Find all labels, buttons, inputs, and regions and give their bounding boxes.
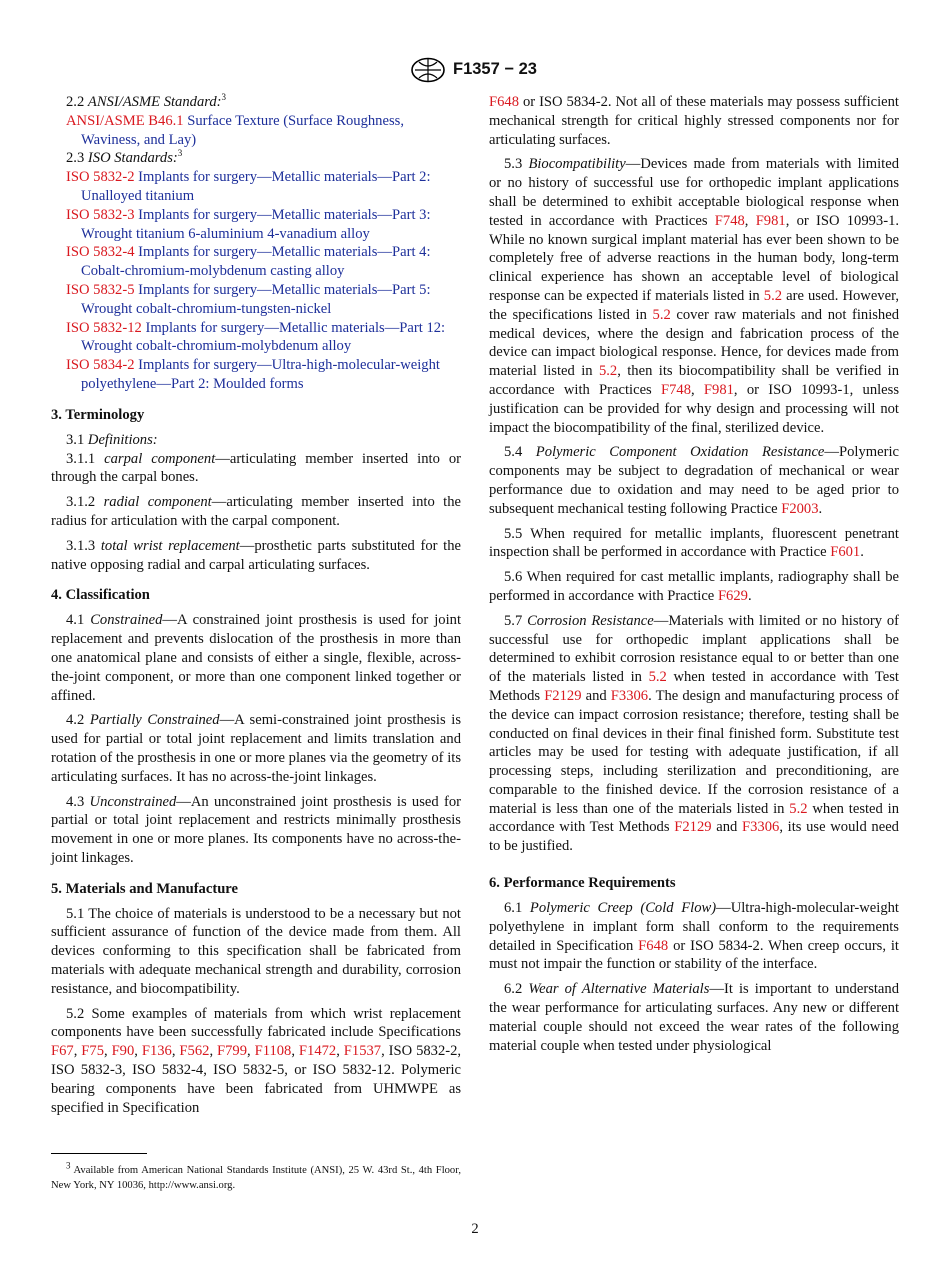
section-link[interactable]: 5.2	[598, 363, 618, 380]
spec-link[interactable]: F1537	[343, 1043, 382, 1060]
paragraph: 6.1 Polymeric Creep (Cold Flow)—Ultra-high-molecular-weight polyethylene in implant form shall conform to the requirements detailed in Specification F648 or ISO 5834-2. When creep occurs, it must not impair the function or stability of the interface.	[489, 900, 899, 973]
spec-link[interactable]: F75	[81, 1043, 104, 1060]
spec-link[interactable]: F1472	[298, 1043, 337, 1060]
footnote-rule	[51, 1153, 147, 1154]
section-2-2: 2.2 ANSI/ASME Standard:$^3$	[66, 92, 227, 110]
section-link[interactable]: 5.2	[763, 287, 783, 304]
spec-link[interactable]: F1108	[254, 1043, 292, 1060]
paragraph: 5.5 When required for metallic implants, fluorescent penetrant inspection shall be performed in accordance with Practice F601.	[489, 525, 899, 561]
spec-link[interactable]: F748	[660, 381, 691, 398]
reference-item[interactable]: ISO 5832-2 Implants for surgery—Metallic materials—Part 2: Unalloyed titanium	[66, 169, 431, 204]
section-heading: 5. Materials and Manufacture	[51, 880, 238, 897]
paragraph: 5.4 Polymeric Component Oxidation Resistance—Polymeric components may be subject to degradation of mechanical or wear performance due to oxidation and may need to be aged prior to subsequent mechanical testing following Practice F2003.	[489, 444, 899, 517]
spec-link[interactable]: F562	[179, 1043, 210, 1060]
spec-link[interactable]: F648	[638, 937, 669, 954]
paragraph: 5.6 When required for cast metallic implants, radiography shall be performed in accordance with Practice F629.	[489, 569, 900, 604]
page-header	[0, 57, 950, 83]
section-link[interactable]: 5.2	[652, 306, 671, 323]
reference-item[interactable]: ISO 5832-12 Implants for surgery—Metallic materials—Part 12: Wrought cobalt-chromium-molybdenum alloy	[66, 319, 446, 355]
spec-link[interactable]: F748	[714, 212, 745, 229]
reference-item[interactable]: ISO 5832-5 Implants for surgery—Metallic materials—Part 5: Wrought cobalt-chromium-tungsten-nickel	[66, 281, 431, 317]
spec-link[interactable]: F2003	[781, 500, 819, 517]
section-heading: 6. Performance Requirements	[489, 875, 676, 892]
spec-link[interactable]: F981	[703, 381, 734, 398]
spec-link[interactable]: F601	[830, 544, 861, 561]
reference-item[interactable]: ISO 5832-3 Implants for surgery—Metallic materials—Part 3: Wrought titanium 6-aluminium 4-vanadium alloy	[66, 206, 431, 242]
spec-link[interactable]: F2129	[544, 687, 582, 704]
spec-link[interactable]: F981	[755, 212, 786, 229]
paragraph: 5.1 The choice of materials is understood to be a necessary but not sufficient assurance of function of the device made from them. All devices conforming to this specification shall be fabricated from materials with adequate mechanical strength and durability, corrosion resistance, and biocompatibility.	[51, 905, 461, 997]
section-heading: 3. Terminology	[51, 406, 145, 423]
paragraph: 5.3 Biocompatibility—Devices made from materials with limited or no history of successful use for orthopedic implant applications shall be determined to exhibit acceptable biological response when tested in accordance with Practices F748, F981, or ISO 10993-1. While no known surgical implant material has ever been shown to be completely free of adverse reactions in the human body, long-term clinical experience has shown an acceptable level of biological response can be expected if materials listed in 5.2 are used. However, the specifications listed in 5.2 cover raw materials and not finished medical devices, where the design and fabrication process of the device can impact biological response. Hence, for devices made from material listed in 5.2, then its biocompatibility shall be verified in accordance with Practices F748, F981, or ISO 10993-1, unless justification can be provided for why design and processing will not impact the biocompatibility of the final, sterilized device.	[489, 156, 900, 436]
spec-link[interactable]: F3306	[610, 687, 649, 704]
section-heading: 4. Classification	[51, 587, 150, 604]
section-link[interactable]: 5.2	[648, 669, 667, 686]
paragraph: F648 or ISO 5834-2. Not all of these materials may possess sufficient mechanical strength for critical highly stressed components nor for articulating surfaces.	[489, 94, 899, 148]
spec-link[interactable]: F2129	[674, 819, 712, 836]
astm-logo-icon	[410, 57, 446, 83]
footnote: $^3$ Available from American National Standards Institute (ANSI), 25 W. 43rd St., 4th Floor, New York, NY 10036, http://www.ansi.org.	[51, 1160, 461, 1191]
paragraph: 6.2 Wear of Alternative Materials—It is important to understand the wear performance for articulating surfaces. Any new or different material couple should not exceed the wear rates of the following material couple when tested under physiological	[489, 981, 899, 1054]
paragraph: 3.1.1 carpal component—articulating member inserted into or through the carpal bones.	[51, 450, 461, 486]
document-id: F1357 − 23	[453, 60, 537, 78]
section-2-3: 2.3 ISO Standards:$^3$	[66, 148, 183, 167]
paragraph: 5.7 Corrosion Resistance—Materials with limited or no history of successful use for orthopedic implant applications shall be determined to exhibit corrosion resistance equal to or better than one of the materials listed in 5.2 when tested in accordance with Test Methods F2129 and F3306. The design and manufacturing process of the device can impact corrosion resistance; therefore, testing shall be conducted on final devices in their final finished form. Substitute test articles may be used for testing with adequate justification, if all processing steps, including sterilization and preconditioning, are comparable to the finished device. If the corrosion resistance of a material is less than one of the materials listed in 5.2 when tested in accordance with Test Methods F2129 and F3306, its use would need to be justified.	[489, 612, 899, 855]
spec-link[interactable]: F136	[141, 1043, 172, 1060]
paragraph: 4.2 Partially Constrained—A semi-constrained joint prosthesis is used for partial or total joint replacement and limits translation and rotation of the prosthesis in one or more planes via the geometry of its articulating surfaces. It has no across-the-joint linkages.	[51, 712, 461, 785]
reference-item[interactable]: ANSI/ASME B46.1 Surface Texture (Surface Roughness, Waviness, and Lay)	[66, 112, 404, 148]
section-link[interactable]: 5.2	[789, 800, 808, 817]
right-column	[489, 93, 899, 1061]
reference-item[interactable]: ISO 5834-2 Implants for surgery—Ultra-high-molecular-weight polyethylene—Part 2: Moulded forms	[66, 357, 440, 392]
left-column	[51, 93, 461, 1123]
spec-link[interactable]: F799	[217, 1043, 248, 1060]
paragraph: 4.3 Unconstrained—An unconstrained joint prosthesis is used for partial or total joint replacement and restricts minimally prosthesis movement in one or more planes. Its components have no across-the-joint linkages.	[51, 793, 461, 866]
spec-link[interactable]: F3306	[742, 819, 780, 836]
paragraph: 3.1 Definitions:	[66, 431, 158, 448]
paragraph: 4.1 Constrained—A constrained joint prosthesis is used for joint replacement and prevents dislocation of the prosthesis in more than one anatomical plane and consists of either a single, flexible, across-the-joint component, or more than one component linked together or affined.	[51, 612, 461, 704]
paragraph: 3.1.3 total wrist replacement—prosthetic parts substituted for the native opposing radial and carpal articulating surfaces.	[51, 537, 461, 573]
spec-link[interactable]: F90	[111, 1043, 135, 1060]
paragraph: 5.2 Some examples of materials from which wrist replacement components have been successfully fabricated include Specifications F67, F75, F90, F136, F562, F799, F1108, F1472, F1537, ISO 5832-2, ISO 5832-3, ISO 5832-4, ISO 5832-5, or ISO 5832-12. Polymeric bearing components have been fabricated from UHMWPE as specified in Specification	[51, 1005, 462, 1116]
reference-item[interactable]: ISO 5832-4 Implants for surgery—Metallic materials—Part 4: Cobalt-chromium-molybdenum casting alloy	[66, 244, 431, 280]
spec-link[interactable]: F629	[717, 587, 748, 604]
spec-link[interactable]: F648	[489, 94, 520, 110]
page-number: 2	[471, 1221, 479, 1237]
paragraph: 3.1.2 radial component—articulating member inserted into the radius for articulation with the carpal component.	[51, 494, 461, 529]
spec-link[interactable]: F67	[51, 1043, 74, 1060]
